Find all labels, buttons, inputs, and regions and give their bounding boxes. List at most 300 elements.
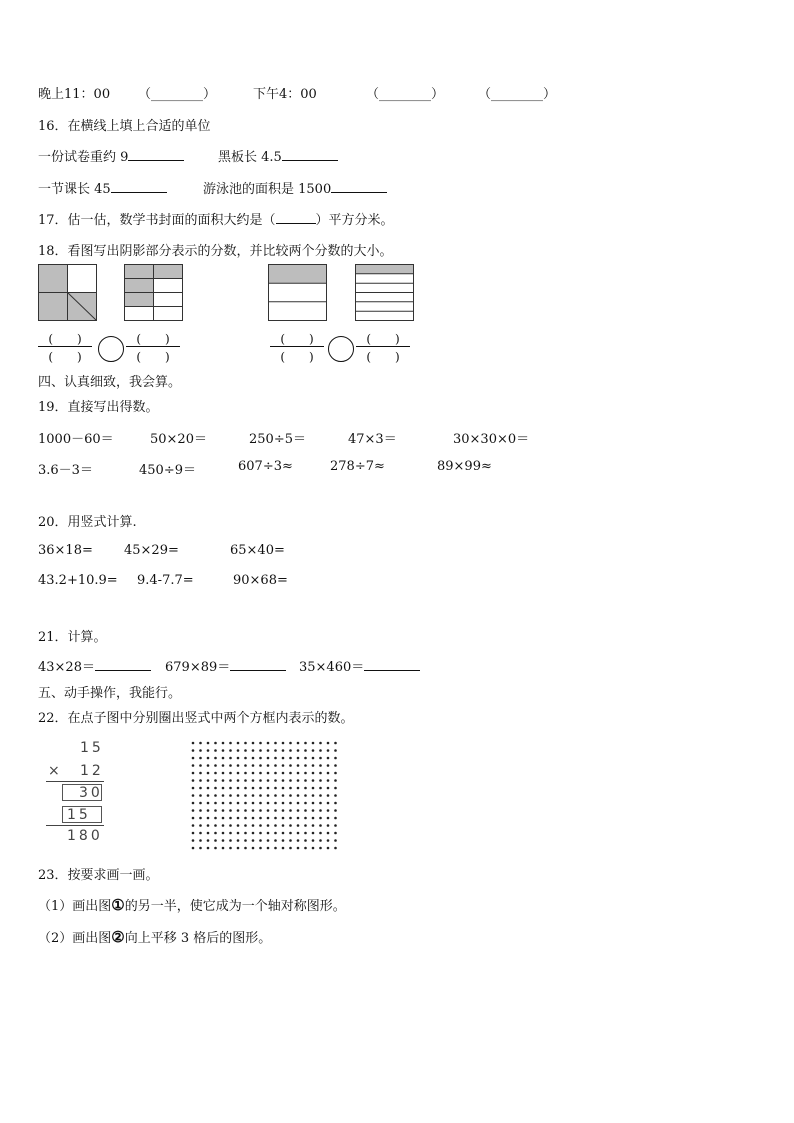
product-rule-1 [46, 781, 104, 782]
grid-dot [304, 802, 307, 805]
grid-dot [334, 847, 337, 850]
grid-dot [267, 794, 270, 797]
grid-dot [297, 802, 300, 805]
grid-dot [214, 794, 217, 797]
grid-dot [297, 787, 300, 790]
grid-dot [319, 742, 322, 745]
grid-dot [207, 764, 210, 767]
grid-dot [252, 809, 255, 812]
grid-dot [297, 839, 300, 842]
q21-item-2 [165, 656, 286, 675]
grid-dot [237, 772, 240, 775]
grid-dot [214, 787, 217, 790]
q21-item-1-text: 43×28＝ [38, 660, 95, 675]
grid-dot [192, 764, 195, 767]
grid-dot [259, 847, 262, 850]
grid-dot [229, 847, 232, 850]
grid-dot [304, 764, 307, 767]
grid-dot [244, 749, 247, 752]
grid-dot [267, 787, 270, 790]
product-rule-2 [46, 825, 104, 826]
section-5-heading: 五、动手操作，我能行。 [38, 686, 182, 701]
grid-dot [222, 779, 225, 782]
grid-dot [289, 787, 292, 790]
grid-dot [297, 794, 300, 797]
grid-dot [304, 757, 307, 760]
q21-blank-3[interactable] [364, 658, 420, 671]
grid-dot [192, 817, 195, 820]
grid-dot [334, 764, 337, 767]
grid-dot [297, 764, 300, 767]
grid-dot [304, 794, 307, 797]
q23-item-1-text-a: （1）画出图 [38, 899, 112, 914]
grid-dot [237, 817, 240, 820]
q16-item-d-text: 游泳池的面积是 1500 [203, 182, 332, 197]
q16-blank-a[interactable] [128, 148, 184, 161]
grid-dot [237, 787, 240, 790]
grid-dot [319, 839, 322, 842]
q17-text-b: ）平方分米。 [315, 213, 394, 228]
q16-item-b-text: 黑板长 4.5 [218, 150, 282, 165]
grid-dot [192, 839, 195, 842]
grid-dot [259, 749, 262, 752]
grid-dot [267, 764, 270, 767]
grid-dot [214, 772, 217, 775]
grid-dot [229, 779, 232, 782]
grid-dot [214, 749, 217, 752]
grid-dot [312, 802, 315, 805]
grid-dot [304, 779, 307, 782]
grid-dot [327, 794, 330, 797]
grid-dot [237, 779, 240, 782]
numerator-blank[interactable]: ( ) [136, 332, 170, 346]
grid-dot [244, 847, 247, 850]
grid-dot [214, 779, 217, 782]
grid-dot [207, 847, 210, 850]
q20-row1-item3: 65×40= [230, 543, 285, 558]
grid-dot [334, 742, 337, 745]
grid-dot [229, 809, 232, 812]
grid-dot [289, 839, 292, 842]
multiplier: 12 [80, 763, 104, 779]
grid-dot [237, 847, 240, 850]
grid-dot [229, 802, 232, 805]
grid-dot [319, 802, 322, 805]
grid-dot [199, 824, 202, 827]
grid-dot [222, 757, 225, 760]
q22-dot-grid[interactable] [190, 740, 342, 852]
partial-product-1: 30 [79, 785, 103, 801]
grid-dot [244, 817, 247, 820]
grid-dot [214, 824, 217, 827]
q18-title: 18．看图写出阴影部分表示的分数，并比较两个分数的大小。 [38, 244, 393, 259]
grid-dot [319, 847, 322, 850]
grid-dot [267, 772, 270, 775]
grid-dot [334, 757, 337, 760]
grid-dot [252, 824, 255, 827]
grid-dot [304, 847, 307, 850]
grid-dot [207, 787, 210, 790]
q19-row2-item5: 89×99≈ [437, 459, 492, 474]
grid-dot [267, 749, 270, 752]
grid-dot [304, 809, 307, 812]
grid-dot [289, 749, 292, 752]
grid-dot [214, 817, 217, 820]
circled-number-1: ① [111, 896, 125, 914]
q16-item-d [203, 178, 387, 197]
grid-dot [244, 764, 247, 767]
q16-blank-d[interactable] [331, 180, 387, 193]
grid-dot [327, 779, 330, 782]
q21-item-1 [38, 656, 151, 675]
grid-dot [304, 832, 307, 835]
grid-dot [199, 787, 202, 790]
grid-dot [237, 742, 240, 745]
q16-blank-c[interactable] [111, 180, 167, 193]
q20-row2-item2: 9.4-7.7= [137, 573, 194, 588]
q20-row2-item1: 43.2+10.9= [38, 573, 118, 588]
grid-dot [319, 764, 322, 767]
grid-dot [199, 764, 202, 767]
grid-dot [274, 839, 277, 842]
grid-dot [319, 787, 322, 790]
grid-dot [289, 794, 292, 797]
grid-dot [244, 794, 247, 797]
grid-dot [244, 757, 247, 760]
grid-dot [312, 742, 315, 745]
grid-dot [207, 749, 210, 752]
grid-dot [199, 832, 202, 835]
time-answer-blank-2[interactable]: （________） [366, 87, 445, 102]
grid-dot [297, 824, 300, 827]
numerator-blank[interactable]: ( ) [280, 332, 314, 346]
q22-title: 22．在点子图中分别圈出竖式中两个方框内表示的数。 [38, 711, 354, 726]
q18-compare-circle-1[interactable] [98, 336, 124, 362]
grid-dot [334, 839, 337, 842]
grid-dot [229, 787, 232, 790]
grid-dot [192, 749, 195, 752]
grid-dot [334, 779, 337, 782]
grid-dot [282, 764, 285, 767]
grid-dot [214, 802, 217, 805]
grid-dot [282, 847, 285, 850]
grid-dot [274, 794, 277, 797]
grid-dot [192, 809, 195, 812]
grid-dot [282, 757, 285, 760]
grid-dot [199, 757, 202, 760]
q19-row1-item3: 250÷5＝ [249, 432, 306, 447]
grid-dot [199, 847, 202, 850]
numerator-blank[interactable]: ( ) [366, 332, 400, 346]
grid-dot [244, 772, 247, 775]
grid-dot [297, 832, 300, 835]
q20-title: 20．用竖式计算. [38, 515, 137, 530]
grid-dot [304, 824, 307, 827]
grid-dot [259, 802, 262, 805]
grid-dot [289, 817, 292, 820]
q18-fraction-4[interactable] [354, 330, 412, 364]
grid-dot [192, 847, 195, 850]
grid-dot [259, 809, 262, 812]
denominator-blank[interactable]: ( ) [136, 350, 170, 364]
grid-dot [237, 802, 240, 805]
grid-dot [199, 809, 202, 812]
denominator-blank[interactable]: ( ) [280, 350, 314, 364]
grid-dot [199, 772, 202, 775]
grid-dot [297, 749, 300, 752]
q19-row2-item4: 278÷7≈ [330, 459, 385, 474]
grid-dot [312, 847, 315, 850]
grid-dot [259, 817, 262, 820]
grid-dot [327, 817, 330, 820]
q21-item-3 [299, 656, 420, 675]
grid-dot [252, 847, 255, 850]
grid-dot [327, 772, 330, 775]
grid-dot [192, 772, 195, 775]
grid-dot [267, 839, 270, 842]
q18-figure-4 [355, 264, 415, 322]
grid-dot [199, 742, 202, 745]
grid-dot [214, 847, 217, 850]
q19-row2-item1: 3.6－3＝ [38, 463, 93, 478]
grid-dot [252, 794, 255, 797]
grid-dot [274, 764, 277, 767]
grid-dot [282, 794, 285, 797]
grid-dot [252, 757, 255, 760]
grid-dot [274, 749, 277, 752]
grid-dot [312, 787, 315, 790]
q20-row2-item3: 90×68= [233, 573, 288, 588]
grid-dot [327, 832, 330, 835]
q18-fraction-2[interactable] [124, 330, 182, 364]
grid-dot [274, 847, 277, 850]
grid-dot [304, 742, 307, 745]
grid-dot [327, 749, 330, 752]
grid-dot [244, 742, 247, 745]
grid-dot [319, 809, 322, 812]
grid-dot [274, 817, 277, 820]
grid-dot [312, 824, 315, 827]
grid-dot [229, 772, 232, 775]
grid-dot [319, 749, 322, 752]
q21-item-2-text: 679×89＝ [165, 660, 231, 675]
denominator-blank[interactable]: ( ) [366, 350, 400, 364]
q21-blank-1[interactable] [95, 658, 151, 671]
grid-dot [297, 847, 300, 850]
grid-dot [252, 749, 255, 752]
q19-row1-item1: 1000－60＝ [38, 432, 114, 447]
grid-dot [274, 787, 277, 790]
grid-dot [222, 817, 225, 820]
fraction-bar [270, 346, 324, 347]
grid-dot [214, 764, 217, 767]
grid-dot [244, 824, 247, 827]
grid-dot [334, 817, 337, 820]
grid-dot [312, 839, 315, 842]
grid-dot [259, 832, 262, 835]
fraction-bar [356, 346, 410, 347]
grid-dot [199, 839, 202, 842]
grid-dot [252, 772, 255, 775]
grid-dot [252, 779, 255, 782]
q16-title: 16．在横线上填上合适的单位 [38, 119, 211, 134]
grid-dot [214, 832, 217, 835]
grid-dot [267, 809, 270, 812]
grid-dot [244, 839, 247, 842]
grid-dot [192, 742, 195, 745]
grid-dot [229, 794, 232, 797]
q18-compare-circle-2[interactable] [328, 336, 354, 362]
section-4-heading: 四、认真细致，我会算。 [38, 375, 182, 390]
grid-dot [252, 832, 255, 835]
q23-item-2-text-a: （2）画出图 [38, 931, 112, 946]
grid-dot [282, 824, 285, 827]
circled-number-2: ② [111, 928, 125, 946]
grid-dot [214, 757, 217, 760]
grid-dot [327, 787, 330, 790]
grid-dot [282, 779, 285, 782]
grid-dot [222, 772, 225, 775]
grid-dot [304, 817, 307, 820]
grid-dot [237, 824, 240, 827]
grid-dot [237, 764, 240, 767]
grid-dot [297, 809, 300, 812]
grid-dot [237, 757, 240, 760]
fraction-bar [38, 346, 92, 347]
grid-dot [222, 847, 225, 850]
time-answer-blank-3[interactable]: （________） [478, 87, 557, 102]
multiplicand: 15 [80, 740, 104, 756]
q21-blank-2[interactable] [230, 658, 286, 671]
grid-dot [312, 749, 315, 752]
grid-dot [282, 832, 285, 835]
grid-dot [207, 839, 210, 842]
grid-dot [214, 809, 217, 812]
grid-dot [319, 794, 322, 797]
grid-dot [267, 824, 270, 827]
grid-dot [259, 757, 262, 760]
final-product: 180 [67, 828, 103, 844]
grid-dot [222, 802, 225, 805]
grid-dot [222, 742, 225, 745]
grid-dot [282, 787, 285, 790]
grid-dot [282, 817, 285, 820]
grid-dot [297, 757, 300, 760]
time-answer-blank-1[interactable]: （________） [138, 87, 217, 102]
grid-dot [274, 772, 277, 775]
q23-item-2-text-b: 向上平移 3 格后的图形。 [124, 931, 272, 946]
grid-dot [244, 779, 247, 782]
q18-figure-3 [268, 264, 328, 322]
grid-dot [237, 794, 240, 797]
grid-dot [319, 757, 322, 760]
q23-item-1-text-b: 的另一半，使它成为一个轴对称图形。 [124, 899, 346, 914]
grid-dot [327, 839, 330, 842]
q18-fraction-1[interactable] [36, 330, 94, 364]
grid-dot [229, 824, 232, 827]
grid-dot [319, 772, 322, 775]
grid-dot [274, 809, 277, 812]
grid-dot [274, 832, 277, 835]
time-label-afternoon: 下午4：00 [253, 87, 317, 102]
grid-dot [267, 802, 270, 805]
q19-row1-item5: 30×30×0＝ [453, 432, 530, 447]
grid-dot [267, 817, 270, 820]
numerator-blank[interactable]: ( ) [48, 332, 82, 346]
grid-dot [282, 839, 285, 842]
grid-dot [274, 742, 277, 745]
q17-question [38, 209, 394, 228]
grid-dot [289, 742, 292, 745]
q20-row1-item2: 45×29= [124, 543, 179, 558]
grid-dot [304, 839, 307, 842]
grid-dot [237, 832, 240, 835]
grid-dot [267, 847, 270, 850]
grid-dot [334, 802, 337, 805]
grid-dot [267, 832, 270, 835]
q16-item-b [218, 146, 338, 165]
grid-dot [214, 742, 217, 745]
grid-dot [229, 749, 232, 752]
grid-dot [259, 824, 262, 827]
grid-dot [192, 794, 195, 797]
q23-item-1 [38, 895, 346, 914]
grid-dot [312, 794, 315, 797]
grid-dot [252, 839, 255, 842]
grid-dot [267, 779, 270, 782]
grid-dot [237, 839, 240, 842]
grid-dot [199, 779, 202, 782]
grid-dot [312, 764, 315, 767]
grid-dot [252, 742, 255, 745]
q18-fraction-3[interactable] [268, 330, 326, 364]
q23-title: 23．按要求画一画。 [38, 868, 159, 883]
grid-dot [192, 779, 195, 782]
grid-dot [327, 809, 330, 812]
grid-dot [192, 832, 195, 835]
grid-dot [304, 787, 307, 790]
grid-dot [289, 802, 292, 805]
grid-dot [199, 817, 202, 820]
grid-dot [222, 749, 225, 752]
grid-dot [229, 757, 232, 760]
grid-dot [244, 802, 247, 805]
grid-dot [319, 832, 322, 835]
grid-dot [289, 809, 292, 812]
grid-dot [334, 772, 337, 775]
q23-item-2 [38, 927, 271, 946]
q20-row1-item1: 36×18= [38, 543, 93, 558]
grid-dot [289, 832, 292, 835]
grid-dot [222, 832, 225, 835]
grid-dot [289, 772, 292, 775]
grid-dot [192, 787, 195, 790]
grid-dot [304, 772, 307, 775]
grid-dot [274, 779, 277, 782]
grid-dot [289, 847, 292, 850]
grid-dot [207, 757, 210, 760]
q16-blank-b[interactable] [282, 148, 338, 161]
grid-dot [192, 824, 195, 827]
denominator-blank[interactable]: ( ) [48, 350, 82, 364]
grid-dot [259, 772, 262, 775]
q17-blank[interactable] [276, 211, 316, 224]
grid-dot [229, 764, 232, 767]
grid-dot [274, 824, 277, 827]
grid-dot [289, 824, 292, 827]
grid-dot [327, 802, 330, 805]
grid-dot [327, 757, 330, 760]
